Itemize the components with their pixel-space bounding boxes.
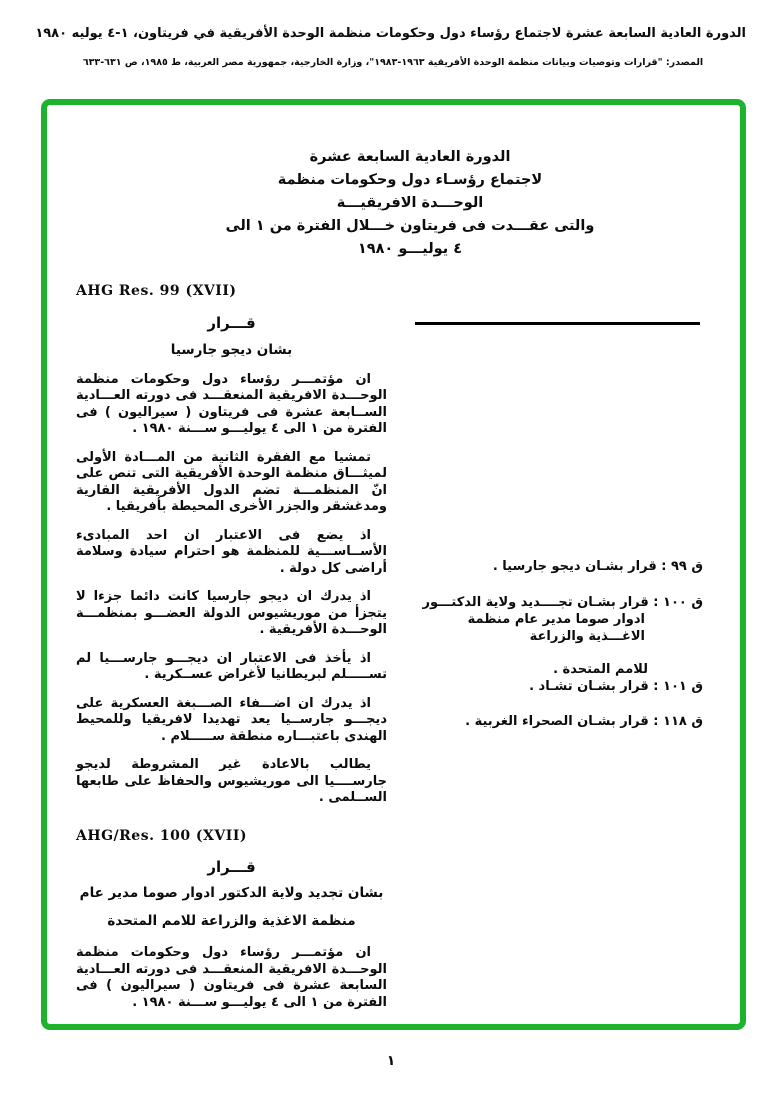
- page-number: ١: [386, 1053, 396, 1069]
- resolution-subject-line: بشان تجديد ولاية الدكتور ادوار صوما مدير عام: [79, 885, 384, 901]
- paragraph: ان مؤتمـــر رؤساء دول وحكومات منظمة الوحـــدة الافريقية المنعقـــد فى دورته العـــادية الســابعة عشرة فى فريتاون ( سيراليون ) فى الفترة من ١ الى ٤ يوليـــو ســـنة ١٩٨٠ .: [76, 371, 387, 436]
- resolution-heading: قـــرار: [207, 858, 256, 876]
- paragraph: اذ يأخذ فى الاعتبار ان ديجـــو جارســـيا لم تســـــلم لبريطانيا لأغراض عســكرية .: [76, 650, 387, 682]
- header-source-line: المصدر: "قرارات وتوصيات وبيانات منظمة الوحدة الأفريقية ١٩٦٣-١٩٨٣"، وزارة الخارجية، جمهورية مصر العربية، ط ١٩٨٥، ص ٦٣١-٦٣٣: [82, 57, 704, 68]
- resolution-subject: بشان ديجو جارسيا: [170, 341, 293, 358]
- title-line: لاجتماع رؤسـاء دول وحكومات منظمة: [277, 172, 543, 188]
- list-item: ق ٩٩ : قرار بشـان ديجو جارسيا .: [492, 559, 703, 574]
- title-line: والتى عقـــدت فى فريتاون خـــلال الفترة من ١ الى: [225, 218, 595, 234]
- title-line: الوحـــدة الافريقيـــة: [336, 195, 484, 211]
- page-header: [35, 25, 746, 70]
- resolution-ref-100: AHG/Res. 100 (XVII): [76, 827, 247, 844]
- resolution-subject-line: منظمة الاغذية والزراعة للامم المتحدة: [107, 913, 356, 929]
- header-session-title: الدورة العادية السابعة عشرة لاجتماع رؤساء دول وحكومات منظمة الوحدة الأفريقية في فريتاون، ١-٤ يوليه ١٩٨٠: [35, 26, 746, 41]
- paragraph: تمشيا مع الفقرة الثانية من المـــادة الأولى لميثـــاق منظمة الوحدة الأفريقية التى تنص على انّ المنظمـــة تضم الدول الأفريقية القارية ومدغشقر والجزر الأخرى المحيطة بأفريقيا .: [76, 449, 387, 514]
- paragraph: يطالب بالاعادة غير المشروطة لديجو جارســــيا الى موريشيوس والحفاظ على طابعها الســلمى .: [76, 757, 387, 805]
- list-item: ق ١٠٠ : قرار بشـان تجــــديد ولاية الدكتـــور ادوار صوما مدير عام منظمة الاغـــذية والزراعة: [422, 595, 703, 644]
- title-block: [150, 146, 670, 261]
- list-item-continuation: للامم المتحدة .: [553, 662, 648, 677]
- resolution-heading: قـــرار: [207, 313, 256, 332]
- paragraph: اذ يدرك ان ديجو جارسيا كانت دائما جزءا لا يتجزأ من موريشيوس الدولة العضـــو بمنظمـــة الوحـــدة الأفريقية .: [76, 589, 387, 637]
- title-line: ٤ يوليـــو ١٩٨٠: [357, 241, 463, 257]
- divider-line: [415, 322, 700, 325]
- title-line: الدورة العادية السابعة عشرة: [309, 149, 511, 165]
- paragraph: اذ يضع فى الاعتبار ان احد المبادىء الأســاســـية للمنظمة هو احترام سيادة وسلامة أراضى كل دولة .: [76, 527, 387, 576]
- list-item: ق ١٠١ : قرار بشـان تشـاد .: [529, 679, 703, 694]
- paragraph: ان مؤتمـــر رؤساء دول وحكومات منظمة الوحـــدة الافريقية المنعقـــد فى دورته العـــادية السابعة عشرة فى فريتاون ( سيراليون ) فى الفترة من ١ الى ٤ يوليـــو ســـنة ١٩٨٠ .: [76, 945, 387, 1010]
- left-column: [76, 283, 387, 1011]
- right-column: [410, 322, 703, 730]
- paragraph: اذ يدرك ان اضـــفاء الصـــبغة العسكرية على ديجـــو جارســيا يعد تهديدا لافريقيا وللمحيط الهندى باعتبـــاره منطقة ســـــلام .: [76, 695, 387, 744]
- list-item: ق ١١٨ : قرار بشـان الصحراء الغربية .: [465, 714, 703, 729]
- resolution-ref-99: AHG Res. 99 (XVII): [76, 283, 237, 299]
- resolution-list: [410, 558, 703, 730]
